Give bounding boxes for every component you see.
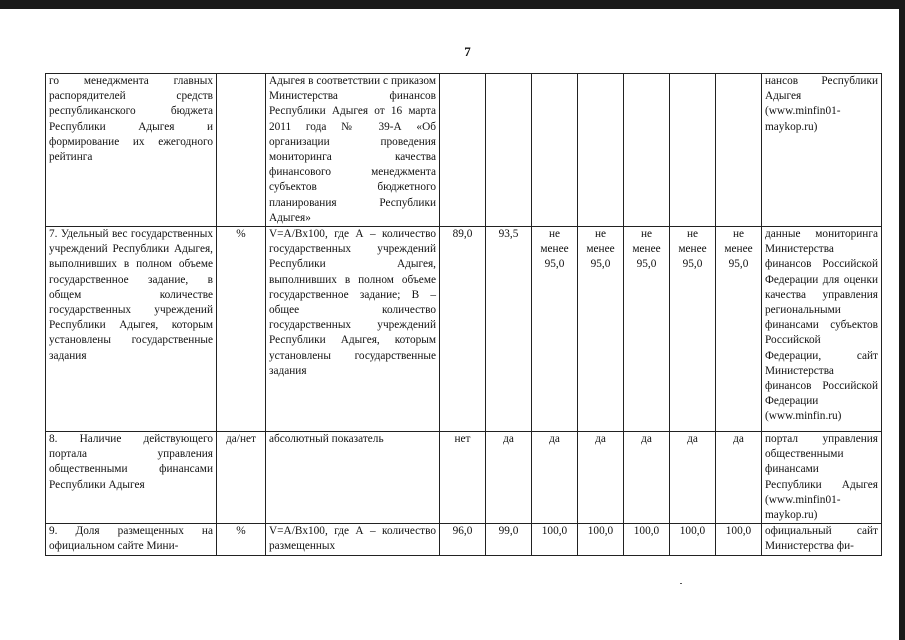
value-cell: не менее 95,0: [532, 227, 578, 432]
value-cell: [532, 74, 578, 227]
value-cell: 96,0: [440, 524, 486, 555]
page-number: 7: [464, 44, 471, 59]
value-cell: [578, 74, 624, 227]
value-cell: 100,0: [578, 524, 624, 555]
value-cell: 100,0: [624, 524, 670, 555]
value-cell: не менее 95,0: [670, 227, 716, 432]
value-cell: 89,0: [440, 227, 486, 432]
unit-cell: [217, 74, 266, 227]
value-cell: 99,0: [486, 524, 532, 555]
indicator-name: 9. Доля размещенных на официальном сайте Мини-: [46, 524, 217, 555]
scan-border-top: [0, 0, 905, 9]
value-cell: [440, 74, 486, 227]
scan-border-right: [899, 0, 905, 640]
table-row: [46, 227, 882, 432]
source-cell: нансов Республики Адыгея (www.minfin01-maykop.ru): [762, 74, 882, 227]
value-cell: не менее 95,0: [716, 227, 762, 432]
formula-cell: V=A/Bx100, где А – количество размещенных: [266, 524, 440, 555]
value-cell: да: [716, 432, 762, 524]
value-cell: да: [624, 432, 670, 524]
value-cell: [670, 74, 716, 227]
source-cell: официальный сайт Министерства фи-: [762, 524, 882, 555]
value-cell: да: [578, 432, 624, 524]
value-cell: да: [486, 432, 532, 524]
formula-cell: Адыгея в соответствии с приказом Министерства финансов Республики Адыгея от 16 марта 2011 года № 39-А «Об организации проведения мониторинга качества финансового менеджмента субъектов бюджетного планирования Республики Адыгея»: [266, 74, 440, 227]
unit-cell: %: [217, 227, 266, 432]
value-cell: [624, 74, 670, 227]
table-row: [46, 524, 882, 555]
unit-cell: да/нет: [217, 432, 266, 524]
value-cell: не менее 95,0: [624, 227, 670, 432]
source-cell: данные мониторинга Министерства финансов Российской Федерации для оценки качества управления региональными финансами субъектов Российской Федерации, сайт Министерства финансов Российской Федерации (www.minfin.ru): [762, 227, 882, 432]
table-row: [46, 74, 882, 227]
value-cell: 100,0: [716, 524, 762, 555]
scan-speck: [680, 583, 682, 584]
value-cell: 100,0: [532, 524, 578, 555]
formula-cell: V=A/Bx100, где А – количество государственных учреждений Республики Адыгея, выполнивших в полном объеме государственное задание; В – общее количество государственных учреждений Республики Адыгея, которым установлены государственные задания: [266, 227, 440, 432]
value-cell: [486, 74, 532, 227]
value-cell: да: [670, 432, 716, 524]
value-cell: нет: [440, 432, 486, 524]
indicator-name: 8. Наличие действующего портала управления общественными финансами Республики Адыгея: [46, 432, 217, 524]
indicators-table: [45, 73, 882, 556]
value-cell: 93,5: [486, 227, 532, 432]
value-cell: не менее 95,0: [578, 227, 624, 432]
table-row: [46, 432, 882, 524]
indicator-name: го менеджмента главных распорядителей средств республиканского бюджета Республики Адыгея и формирование их ежегодного рейтинга: [46, 74, 217, 227]
unit-cell: %: [217, 524, 266, 555]
indicator-name: 7. Удельный вес государственных учреждений Республики Адыгея, выполнивших в полном объеме государственное задание, в общем количестве государственных учреждений Республики Адыгея, которым установлены государственные задания: [46, 227, 217, 432]
value-cell: да: [532, 432, 578, 524]
value-cell: [716, 74, 762, 227]
formula-cell: абсолютный показатель: [266, 432, 440, 524]
source-cell: портал управления общественными финансами Республики Адыгея (www.minfin01-maykop.ru): [762, 432, 882, 524]
value-cell: 100,0: [670, 524, 716, 555]
